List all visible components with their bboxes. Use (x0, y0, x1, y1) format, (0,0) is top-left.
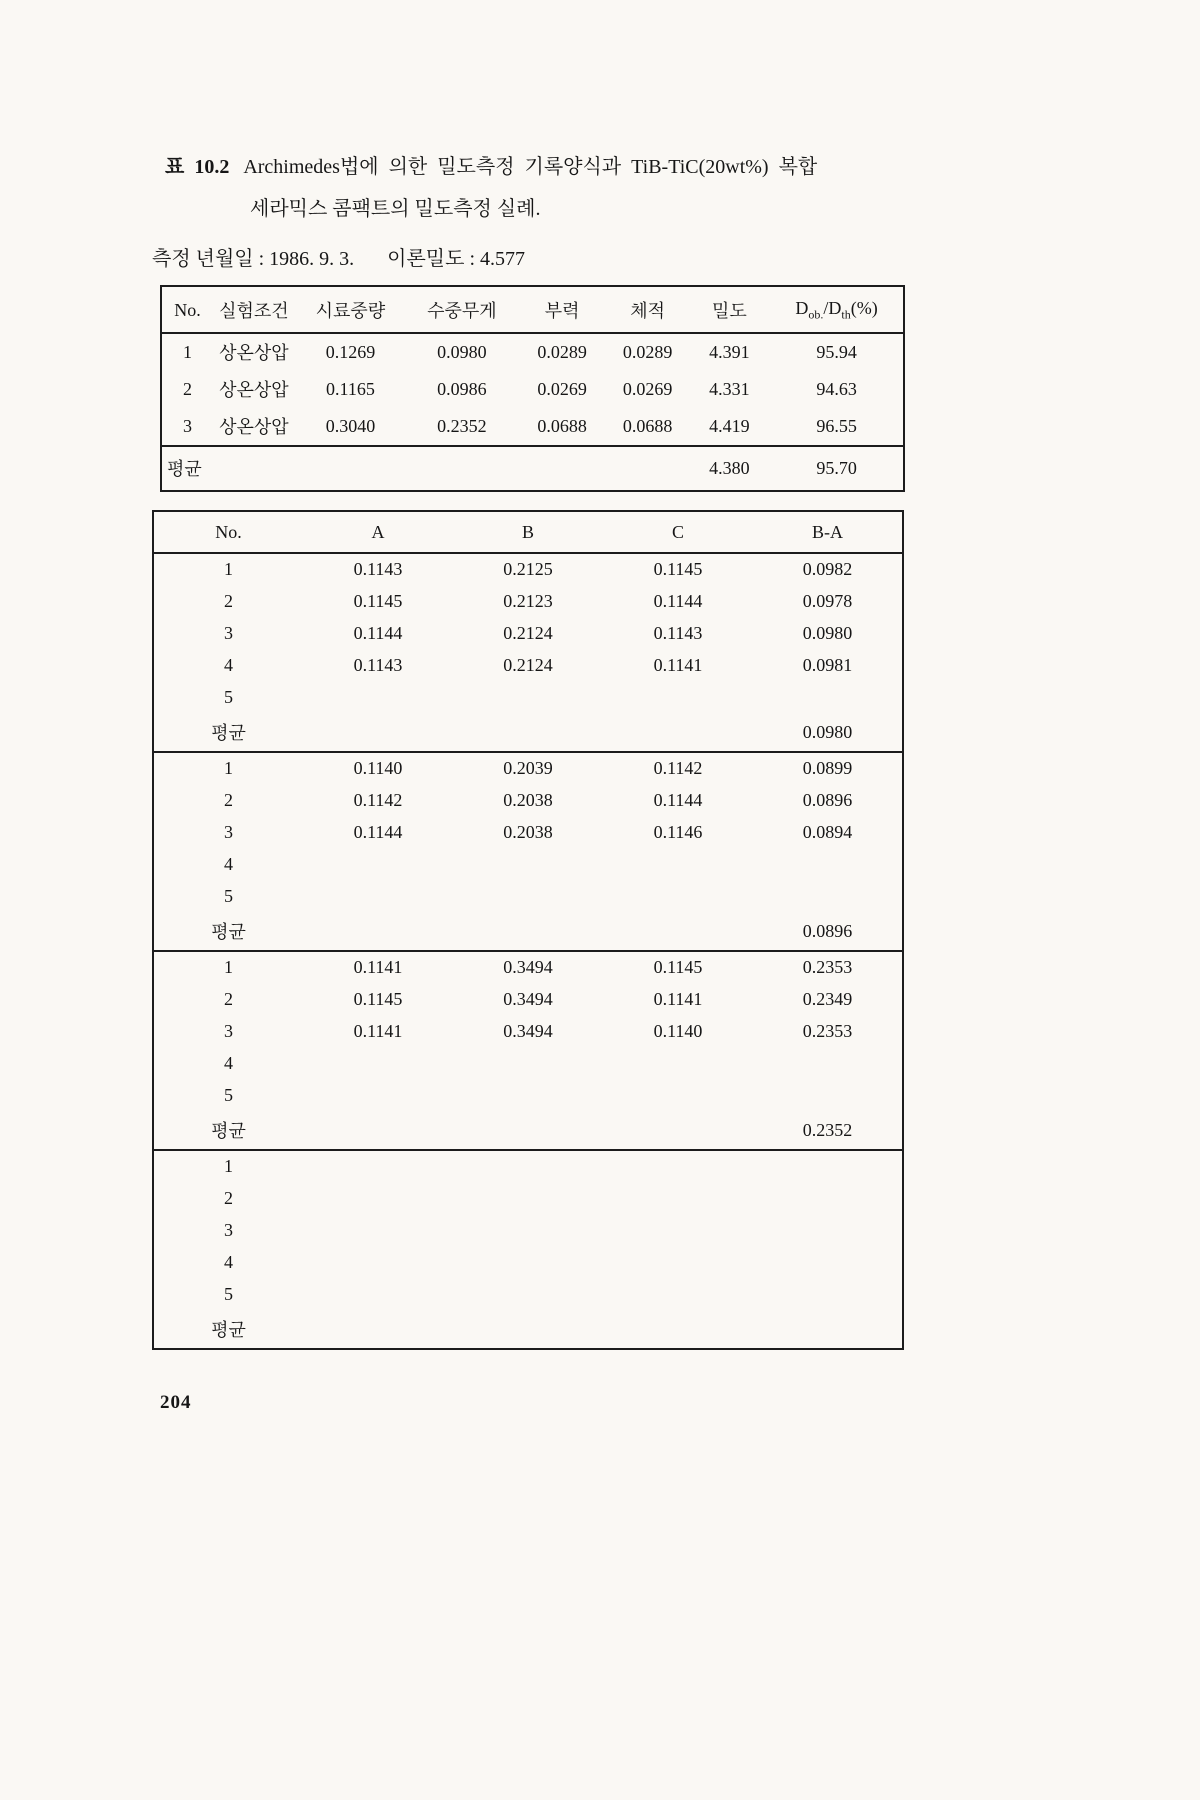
row-label-cell: 평균 (167, 459, 202, 479)
value-cell: 0.1144 (653, 790, 703, 810)
value-cell (453, 1183, 603, 1215)
value-cell (453, 1247, 603, 1279)
ratio-percent: (%) (850, 297, 878, 318)
value-cell (607, 446, 689, 491)
value-cell: 상온상압 (219, 380, 289, 400)
value-cell (406, 446, 517, 491)
value-cell: 0.2353 (802, 957, 853, 977)
col-header-sample-weight: 시료중량 (295, 286, 406, 333)
value-cell: 0.1144 (353, 822, 403, 842)
value-cell: 0.2039 (503, 758, 553, 778)
measurement-block-4 (153, 1150, 903, 1349)
measurement-date: 측정 년월일 : 1986. 9. 3. (152, 248, 355, 270)
value-cell: 0.0289 (537, 341, 587, 362)
value-cell (518, 446, 607, 491)
value-cell: 0.1165 (326, 378, 375, 399)
table-caption (165, 152, 908, 182)
row-label-cell: 4 (224, 655, 233, 675)
table-row (153, 951, 903, 984)
value-cell: 0.2038 (503, 822, 553, 842)
col-header-a: A (303, 511, 453, 553)
row-label-cell: 5 (224, 1085, 233, 1105)
value-cell (753, 1311, 903, 1349)
table-row (153, 1183, 903, 1215)
value-cell (603, 1112, 753, 1150)
value-cell: 0.1269 (325, 341, 376, 362)
value-cell (753, 682, 903, 714)
col-header-b: B (453, 511, 603, 553)
value-cell: 0.2125 (503, 559, 553, 579)
row-label-cell: 3 (224, 623, 233, 643)
value-cell: 0.0981 (802, 655, 853, 675)
value-cell (753, 1183, 903, 1215)
value-cell: 0.0894 (802, 822, 853, 842)
col-header-density-ratio (770, 286, 904, 333)
value-cell: 0.1144 (653, 591, 703, 611)
value-cell: 0.2124 (503, 655, 553, 675)
value-cell (603, 1215, 753, 1247)
value-cell (303, 1112, 453, 1150)
value-cell: 96.55 (816, 415, 857, 436)
value-cell: 0.1141 (353, 957, 403, 977)
density-table-body (161, 333, 904, 446)
value-cell (603, 1311, 753, 1349)
density-table-average (161, 446, 904, 491)
value-cell (603, 1183, 753, 1215)
ratio-d: D (795, 297, 809, 318)
value-cell (753, 1080, 903, 1112)
value-cell (603, 1150, 753, 1183)
value-cell (603, 881, 753, 913)
value-cell (753, 1048, 903, 1080)
value-cell: 0.3494 (503, 957, 553, 977)
value-cell (753, 1150, 903, 1183)
value-cell (453, 1112, 603, 1150)
caption-text-line2: 세라믹스 콤팩트의 밀도측정 실례. (250, 198, 541, 220)
value-cell (753, 1279, 903, 1311)
row-label-cell: 2 (224, 790, 233, 810)
value-cell (603, 1279, 753, 1311)
measurement-block-3 (153, 951, 903, 1150)
value-cell (303, 1080, 453, 1112)
value-cell: 0.0289 (622, 341, 673, 362)
value-cell: 0.1142 (353, 790, 403, 810)
value-cell: 0.3040 (325, 415, 376, 436)
value-cell: 0.1143 (653, 623, 703, 643)
value-cell (453, 1080, 603, 1112)
abc-measurement-table (152, 510, 904, 1350)
table-row (153, 682, 903, 714)
value-cell (303, 1247, 453, 1279)
value-cell: 0.1143 (353, 559, 403, 579)
value-cell: 상온상압 (219, 417, 289, 437)
col-header-density: 밀도 (688, 286, 770, 333)
value-cell: 0.1145 (353, 989, 403, 1009)
value-cell (303, 1150, 453, 1183)
value-cell (603, 1048, 753, 1080)
value-cell: 0.0269 (537, 378, 587, 399)
table-row (153, 817, 903, 849)
row-label-cell: 5 (224, 687, 233, 707)
col-header-condition: 실험조건 (213, 286, 295, 333)
col-header-volume: 체적 (607, 286, 689, 333)
value-cell (303, 1183, 453, 1215)
value-cell: 0.1145 (653, 957, 703, 977)
row-label-cell: 평균 (211, 922, 246, 942)
average-row (153, 714, 903, 752)
row-label-cell: 1 (183, 341, 192, 362)
table-row (161, 333, 904, 371)
value-cell: 0.0688 (537, 415, 587, 436)
header-row (161, 286, 904, 333)
value-cell (603, 849, 753, 881)
ratio-sub-th: th (841, 307, 851, 322)
value-cell (453, 1048, 603, 1080)
table-row (153, 1080, 903, 1112)
row-label-cell: 2 (224, 989, 233, 1009)
value-cell (303, 1215, 453, 1247)
value-cell: 0.0688 (622, 415, 673, 436)
value-cell: 0.2349 (802, 989, 853, 1009)
table-row (153, 586, 903, 618)
row-label-cell: 평균 (211, 723, 246, 743)
header-row (153, 511, 903, 553)
value-cell: 95.94 (816, 341, 857, 362)
density-table-header (161, 286, 904, 333)
value-cell: 0.0978 (802, 591, 853, 611)
value-cell: 0.3494 (503, 989, 553, 1009)
value-cell: 0.1145 (653, 559, 703, 579)
value-cell (753, 849, 903, 881)
value-cell: 0.1140 (353, 758, 403, 778)
value-cell (453, 682, 603, 714)
value-cell (603, 714, 753, 752)
value-cell (603, 913, 753, 951)
abc-table-header (153, 511, 903, 553)
value-cell: 0.1141 (353, 1021, 403, 1041)
col-header-buoyancy: 부력 (518, 286, 607, 333)
value-cell: 0.0980 (802, 623, 853, 643)
value-cell (453, 913, 603, 951)
row-label-cell: 평균 (211, 1121, 246, 1141)
col-header-no: No. (161, 286, 213, 333)
value-cell (453, 1311, 603, 1349)
value-cell: 0.1143 (353, 655, 403, 675)
value-cell: 0.3494 (503, 1021, 553, 1041)
table-row (153, 1150, 903, 1183)
theoretical-density: 이론밀도 : 4.577 (387, 248, 526, 270)
row-label-cell: 5 (224, 1284, 233, 1304)
row-label-cell: 4 (224, 854, 233, 874)
value-cell: 4.419 (709, 415, 750, 436)
value-cell: 0.0896 (802, 920, 853, 941)
value-cell: 4.331 (709, 378, 750, 399)
value-cell: 95.70 (816, 457, 857, 478)
table-row (153, 553, 903, 586)
row-label-cell: 3 (224, 822, 233, 842)
value-cell (303, 849, 453, 881)
value-cell: 0.1142 (653, 758, 703, 778)
value-cell (303, 1048, 453, 1080)
value-cell (453, 849, 603, 881)
value-cell (453, 881, 603, 913)
value-cell: 0.0982 (802, 559, 853, 579)
row-label-cell: 4 (224, 1252, 233, 1272)
value-cell: 0.0980 (802, 721, 853, 742)
value-cell: 0.1144 (353, 623, 403, 643)
table-row (153, 1048, 903, 1080)
row-label-cell: 4 (224, 1053, 233, 1073)
value-cell: 4.380 (709, 457, 750, 478)
table-number-label: 표 10.2 (165, 156, 230, 178)
table-row (161, 408, 904, 446)
value-cell (303, 682, 453, 714)
row-label-cell: 평균 (211, 1320, 246, 1340)
value-cell (303, 1311, 453, 1349)
value-cell (453, 1279, 603, 1311)
value-cell: 0.0269 (622, 378, 673, 399)
value-cell (213, 446, 295, 491)
page-content (152, 152, 908, 1350)
ratio-sub-ob: ob. (808, 307, 824, 322)
table-row (153, 752, 903, 785)
col-header-b-minus-a: B-A (753, 511, 903, 553)
average-row (153, 1112, 903, 1150)
value-cell: 0.2352 (802, 1119, 853, 1140)
table-row (153, 881, 903, 913)
table-row (153, 1016, 903, 1048)
average-row (161, 446, 904, 491)
col-header-no: No. (153, 511, 303, 553)
value-cell (753, 1247, 903, 1279)
average-row (153, 1311, 903, 1349)
row-label-cell: 2 (183, 378, 192, 399)
value-cell: 0.1146 (653, 822, 703, 842)
value-cell: 0.2124 (503, 623, 553, 643)
table-row (153, 1247, 903, 1279)
value-cell: 0.2353 (802, 1021, 853, 1041)
average-row (153, 913, 903, 951)
value-cell (603, 682, 753, 714)
table-row (153, 618, 903, 650)
row-label-cell: 5 (224, 886, 233, 906)
value-cell (453, 1215, 603, 1247)
measurement-meta (152, 242, 908, 271)
row-label-cell: 1 (224, 1156, 233, 1176)
row-label-cell: 1 (224, 559, 233, 579)
value-cell (295, 446, 406, 491)
value-cell: 0.1140 (653, 1021, 703, 1041)
value-cell: 0.2038 (503, 790, 553, 810)
table-row (153, 984, 903, 1016)
row-label-cell: 1 (224, 957, 233, 977)
row-label-cell: 1 (224, 758, 233, 778)
table-row (153, 1279, 903, 1311)
value-cell (303, 881, 453, 913)
page-number: 204 (160, 1392, 192, 1413)
value-cell (303, 913, 453, 951)
measurement-block-2 (153, 752, 903, 951)
value-cell: 상온상압 (219, 343, 289, 363)
value-cell (753, 881, 903, 913)
value-cell: 0.0980 (437, 341, 487, 362)
value-cell: 4.391 (709, 341, 750, 362)
row-label-cell: 3 (224, 1021, 233, 1041)
table-row (153, 785, 903, 817)
value-cell (303, 1279, 453, 1311)
table-row (161, 371, 904, 408)
ratio-slash-d: /D (823, 297, 842, 318)
value-cell: 0.2352 (437, 415, 487, 436)
value-cell (453, 714, 603, 752)
value-cell: 0.2123 (503, 591, 553, 611)
col-header-underwater-weight: 수중무게 (406, 286, 517, 333)
row-label-cell: 2 (224, 1188, 233, 1208)
value-cell: 0.0986 (437, 378, 487, 399)
value-cell: 0.0899 (802, 758, 853, 778)
row-label-cell: 3 (224, 1220, 233, 1240)
measurement-block-1 (153, 553, 903, 752)
value-cell (453, 1150, 603, 1183)
value-cell: 0.0896 (802, 790, 853, 810)
table-row (153, 650, 903, 682)
value-cell (753, 1215, 903, 1247)
value-cell: 0.1141 (653, 989, 703, 1009)
value-cell: 0.1141 (653, 655, 703, 675)
caption-text-line1: Archimedes법에 의한 밀도측정 기록양식과 TiB-TiC(20wt%) 복합 (243, 156, 818, 178)
value-cell (603, 1080, 753, 1112)
row-label-cell: 3 (183, 415, 192, 436)
value-cell: 94.63 (816, 378, 857, 399)
value-cell: 0.1145 (353, 591, 403, 611)
table-row (153, 849, 903, 881)
value-cell (603, 1247, 753, 1279)
value-cell (303, 714, 453, 752)
density-measurement-table (160, 285, 905, 492)
table-row (153, 1215, 903, 1247)
col-header-c: C (603, 511, 753, 553)
row-label-cell: 2 (224, 591, 233, 611)
